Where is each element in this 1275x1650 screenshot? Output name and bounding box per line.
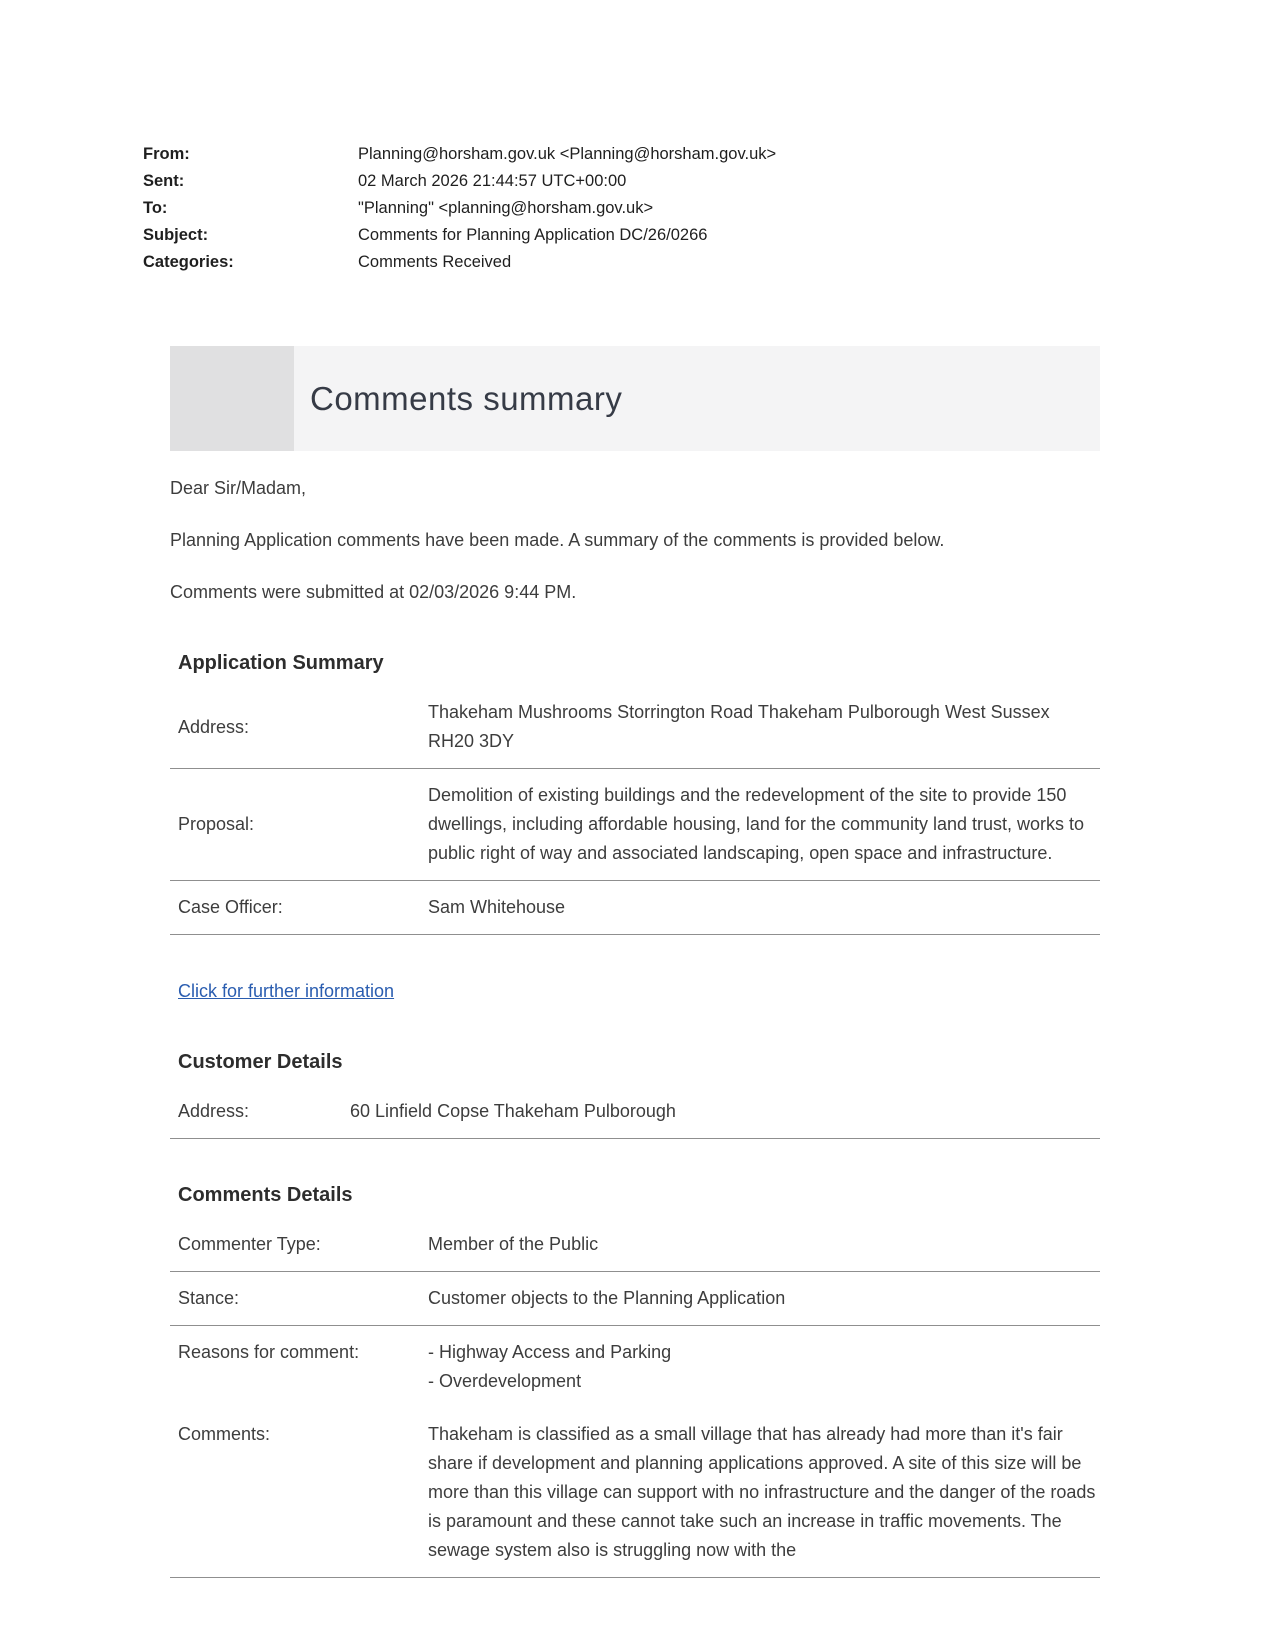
table-row-proposal xyxy=(170,769,1100,881)
commenter-type-label: Commenter Type: xyxy=(170,1218,420,1272)
customer-details-heading: Customer Details xyxy=(178,1051,343,1073)
email-categories-label: Categories: xyxy=(143,253,234,271)
proposal-label: Proposal: xyxy=(170,769,420,881)
application-summary-heading: Application Summary xyxy=(178,652,384,674)
table-row-case-officer xyxy=(170,881,1100,935)
stance-value: Customer objects to the Planning Application xyxy=(420,1272,1100,1326)
customer-details-table xyxy=(170,1085,1100,1139)
comments-details-table xyxy=(170,1218,1100,1578)
intro-paragraph: Planning Application comments have been made. A summary of the comments is provided below. xyxy=(170,530,945,550)
reason-item: - Overdevelopment xyxy=(428,1371,582,1391)
email-body xyxy=(170,474,1100,1578)
further-info-link[interactable]: Click for further information xyxy=(178,981,395,1001)
salutation: Dear Sir/Madam, xyxy=(170,478,307,498)
email-sent-value: 02 March 2026 21:44:57 UTC+00:00 xyxy=(358,172,627,190)
address-label: Address: xyxy=(170,686,420,769)
proposal-value: Demolition of existing buildings and the redevelopment of the site to provide 150 dwellings, including affordable housing, land for the community land trust, works to public right of way and associated landscaping, open space and infrastructure. xyxy=(420,769,1100,881)
table-row-commenter-type xyxy=(170,1218,1100,1272)
reason-item: - Highway Access and Parking xyxy=(428,1342,672,1362)
page-title: Comments summary xyxy=(310,379,623,417)
email-from-value: Planning@horsham.gov.uk <Planning@horsham.gov.uk> xyxy=(358,145,777,163)
email-sent-label: Sent: xyxy=(143,172,185,190)
reasons-value xyxy=(420,1326,1100,1408)
further-info-link-wrap xyxy=(178,977,1100,1006)
banner-logo-placeholder xyxy=(170,346,294,451)
table-row-customer-address xyxy=(170,1085,1100,1139)
email-header-row-categories xyxy=(143,253,776,280)
email-header-row-sent xyxy=(143,172,776,199)
table-row-address xyxy=(170,686,1100,769)
email-header xyxy=(143,145,776,280)
commenter-type-value: Member of the Public xyxy=(420,1218,1100,1272)
email-subject-label: Subject: xyxy=(143,226,209,244)
email-header-row-from xyxy=(143,145,776,172)
submitted-timestamp: Comments were submitted at 02/03/2026 9:44 PM. xyxy=(170,582,577,602)
comments-value: Thakeham is classified as a small village that has already had more than it's fair share if development and planning applications approved. A site of this size will be more than this village can support with no infrastructure and the danger of the roads is paramount and these cannot take such an increase in traffic movements. The sewage system also is struggling now with the xyxy=(420,1408,1100,1578)
table-row-comments xyxy=(170,1408,1100,1578)
stance-label: Stance: xyxy=(170,1272,420,1326)
email-to-value: "Planning" <planning@horsham.gov.uk> xyxy=(358,199,654,217)
table-row-stance xyxy=(170,1272,1100,1326)
comments-details-heading: Comments Details xyxy=(178,1184,353,1206)
case-officer-label: Case Officer: xyxy=(170,881,420,935)
application-summary-table xyxy=(170,686,1100,935)
comments-label: Comments: xyxy=(170,1408,420,1578)
email-header-row-subject xyxy=(143,226,776,253)
customer-address-value: 60 Linfield Copse Thakeham Pulborough xyxy=(342,1085,1100,1139)
reasons-label: Reasons for comment: xyxy=(178,1342,360,1362)
address-value: Thakeham Mushrooms Storrington Road Thakeham Pulborough West Sussex RH20 3DY xyxy=(420,686,1100,769)
table-row-reasons xyxy=(170,1326,1100,1408)
email-categories-value: Comments Received xyxy=(358,253,512,271)
customer-address-label: Address: xyxy=(170,1085,342,1139)
email-subject-value: Comments for Planning Application DC/26/0266 xyxy=(358,226,708,244)
case-officer-value: Sam Whitehouse xyxy=(420,881,1100,935)
comments-summary-banner xyxy=(170,346,1100,451)
email-from-label: From: xyxy=(143,145,190,163)
email-header-row-to xyxy=(143,199,776,226)
email-to-label: To: xyxy=(143,199,168,217)
